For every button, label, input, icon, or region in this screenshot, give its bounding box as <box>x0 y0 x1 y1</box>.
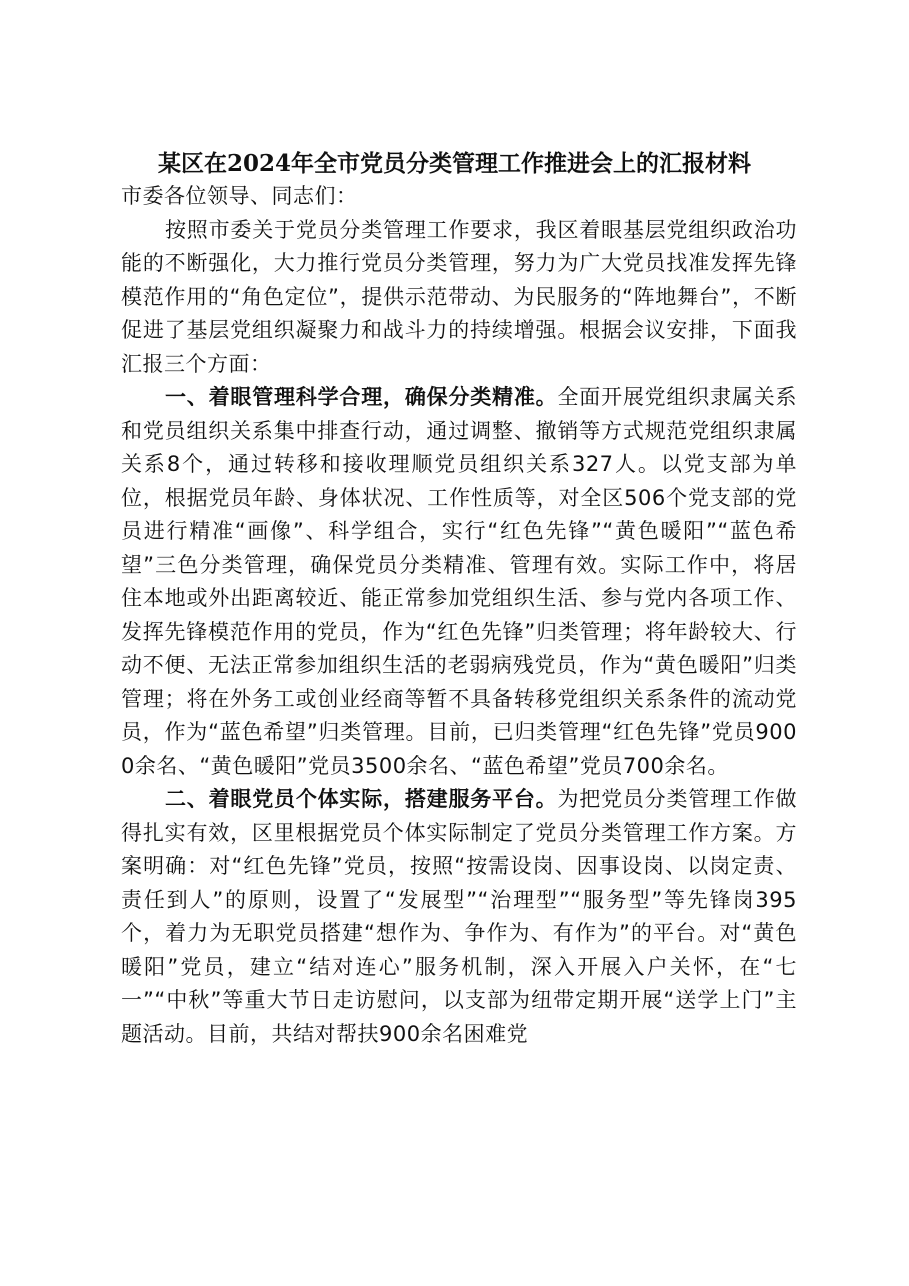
document-title: 某区在2024年全市党员分类管理工作推进会上的汇报材料 <box>157 150 751 177</box>
document-body <box>121 180 797 1051</box>
intro-paragraph: 按照市委关于党员分类管理工作要求，我区着眼基层党组织政治功能的不断强化，大力推行党员分类管理，努力为广大党员找准发挥先锋模范作用的“角色定位”，提供示范带动、为民服务的“阵地舞台”，不断促进了基层党组织凝聚力和战斗力的持续增强。根据会议安排，下面我汇报三个方面： <box>121 217 797 376</box>
section-1-heading: 一、着眼管理科学合理，确保分类精准。 <box>165 385 558 409</box>
section-2-heading: 二、着眼党员个体实际，搭建服务平台。 <box>165 787 558 811</box>
section-2-paragraph <box>121 783 797 1051</box>
section-1-paragraph <box>121 381 797 783</box>
section-1-body: 全面开展党组织隶属关系和党员组织关系集中排查行动，通过调整、撤销等方式规范党组织隶属关系8个，通过转移和接收理顺党员组织关系327人。以党支部为单位，根据党员年龄、身体状况、工作性质等，对全区506个党支部的党员进行精准“画像”、科学组合，实行“红色先锋”“黄色暖阳”“蓝色希望”三色分类管理，确保党员分类精准、管理有效。实际工作中，将居住本地或外出距离较近、能正常参加党组织生活、参与党内各项工作、发挥先锋模范作用的党员，作为“红色先锋”归类管理；将年龄较大、行动不便、无法正常参加组织生活的老弱病残党员，作为“黄色暖阳”归类管理；将在外务工或创业经商等暂不具备转移党组织关系条件的流动党员，作为“蓝色希望”归类管理。目前，已归类管理“红色先锋”党员9000余名、“黄色暖阳”党员3500余名、“蓝色希望”党员700余名。 <box>121 385 798 778</box>
section-2-body: 为把党员分类管理工作做得扎实有效，区里根据党员个体实际制定了党员分类管理工作方案。方案明确：对“红色先锋”党员，按照“按需设岗、因事设岗、以岗定责、责任到人”的原则，设置了“发展型”“治理型”“服务型”等先锋岗395个，着力为无职党员搭建“想作为、争作为、有作为”的平台。对“黄色暖阳”党员，建立“结对连心”服务机制，深入开展入户关怀，在“七一”“中秋”等重大节日走访慰问，以支部为纽带定期开展“送学上门”主题活动。目前，共结对帮扶900余名困难党 <box>121 787 798 1046</box>
salutation: 市委各位领导、同志们： <box>121 184 358 208</box>
